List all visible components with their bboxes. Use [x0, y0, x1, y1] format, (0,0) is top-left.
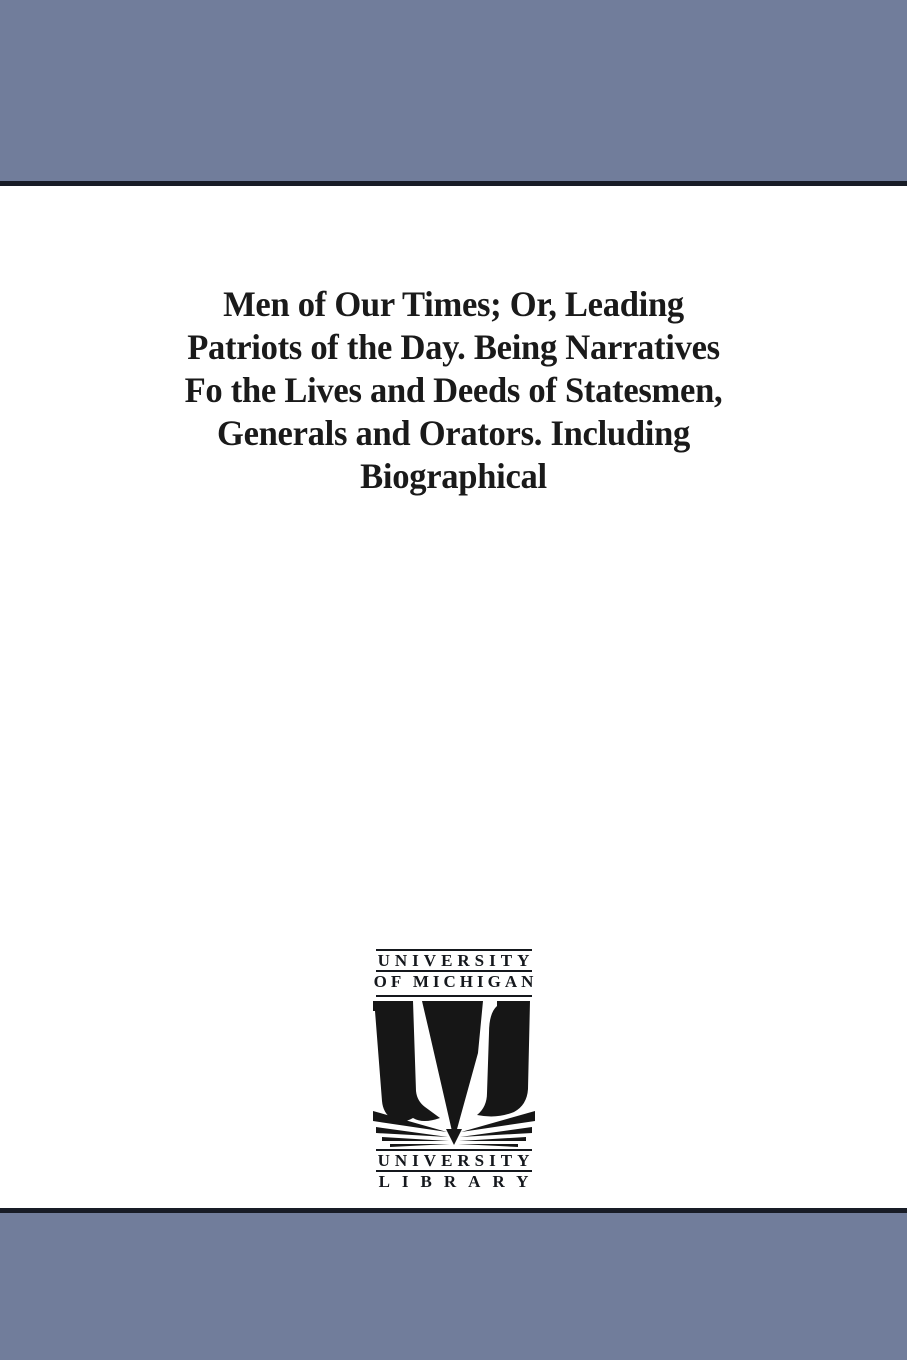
book-title — [18, 283, 889, 498]
title-line: Fo the Lives and Deeds of Statesmen, — [184, 370, 723, 410]
top-divider-rule — [0, 181, 907, 186]
title-line: Patriots of the Day. Being Narratives — [187, 327, 720, 367]
logo-text-university-bottom: UNIVERSITY — [377, 1151, 535, 1170]
university-of-michigan-library-logo — [373, 949, 541, 1191]
bottom-band — [0, 1213, 907, 1360]
title-line: Generals and Orators. Including — [216, 413, 691, 453]
logo-text-of-michigan: OF MICHIGAN — [373, 972, 538, 991]
top-band — [0, 0, 907, 181]
logo-rule — [376, 995, 532, 997]
title-line: Men of Our Times; Or, Leading — [223, 284, 684, 324]
logo-text-university-top: UNIVERSITY — [377, 951, 535, 970]
title-line: Biographical — [360, 456, 547, 496]
block-m-open-book-icon — [373, 1001, 535, 1147]
logo-text-library: LIBRARY — [378, 1172, 541, 1191]
